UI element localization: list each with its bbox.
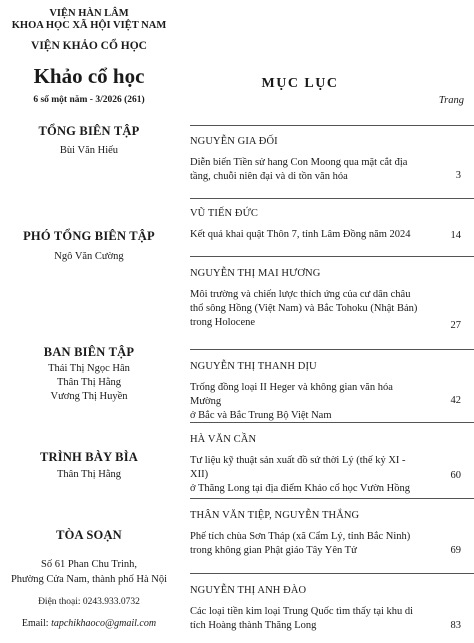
- title-line: Các loại tiền kim loại Trung Quốc tìm thấy tại khu di: [190, 606, 414, 617]
- office-address-line-2: Phường Cửa Nam, thành phố Hà Nội: [10, 574, 168, 585]
- toc-author: NGUYỄN THỊ MAI HƯƠNG: [190, 268, 321, 279]
- editorial-board-name: Thân Thị Hằng: [57, 377, 121, 388]
- toc-article-title: [190, 156, 420, 184]
- toc-article-title: [190, 605, 420, 633]
- toc-article-title: [190, 530, 420, 558]
- divider: [190, 573, 474, 574]
- toc-article-title: [190, 381, 420, 423]
- table-of-contents: [190, 0, 474, 643]
- toc-author: NGUYỄN THỊ ANH ĐÀO: [190, 585, 307, 596]
- title-line: trong không gian Phật giáo Tây Yên Tử: [190, 545, 357, 556]
- title-line: Diễn biến Tiền sử hang Con Moong qua mặt cắt địa: [190, 157, 408, 168]
- journal-title: Khảo cổ học: [33, 64, 145, 88]
- masthead-column: [0, 0, 178, 643]
- deputy-editor-heading: PHÓ TỔNG BIÊN TẬP: [23, 229, 155, 243]
- toc-page-number: 69: [450, 545, 461, 556]
- page-column-label: Trang: [438, 95, 464, 106]
- toc-page-number: 27: [450, 320, 461, 331]
- toc-entry[interactable]: [190, 585, 474, 633]
- toc-page-number: 42: [450, 395, 461, 406]
- cover-design-name: Thân Thị Hằng: [57, 469, 121, 480]
- title-line: Tư liệu kỹ thuật sản xuất đồ sứ thời Lý (thế kỷ XI - XII): [190, 455, 406, 480]
- toc-article-title: [190, 288, 420, 330]
- toc-author: NGUYỄN THỊ THANH DỊU: [190, 361, 317, 372]
- editor-in-chief-name: Bùi Văn Hiếu: [59, 145, 119, 156]
- institution-line-2: KHOA HỌC XÃ HỘI VIỆT NAM: [11, 20, 167, 31]
- title-line: tích Hoàng thành Thăng Long: [190, 620, 317, 631]
- toc-author: VŨ TIẾN ĐỨC: [190, 208, 258, 219]
- title-line: Môi trường và chiến lược thích ứng của cư dân châu: [190, 289, 411, 300]
- divider: [190, 256, 474, 257]
- email-label: Email:: [21, 618, 49, 629]
- office-heading: TÒA SOẠN: [56, 528, 122, 542]
- toc-author: THÂN VĂN TIỆP, NGUYỄN THẮNG: [190, 510, 360, 521]
- title-line: trong Holocene: [190, 317, 256, 328]
- office-address-line-1: Số 61 Phan Chu Trinh,: [41, 559, 137, 570]
- title-line: tầng, chuỗi niên đại và di tồn văn hóa: [190, 171, 348, 182]
- office-phone: Điện thoại: 0243.933.0732: [38, 597, 140, 607]
- editorial-board-heading: BAN BIÊN TẬP: [43, 345, 135, 359]
- toc-entry[interactable]: [190, 434, 474, 496]
- editorial-board-name: Thái Thị Ngọc Hân: [48, 363, 130, 374]
- divider: [190, 198, 474, 199]
- toc-page-number: 14: [450, 230, 461, 241]
- toc-article-title: [190, 454, 420, 496]
- issue-info: 6 số một năm - 3/2026 (261): [33, 95, 145, 105]
- toc-page-number: 60: [450, 470, 461, 481]
- toc-entry[interactable]: [190, 136, 474, 184]
- title-line: Trống đồng loại II Heger và không gian văn hóa Mường: [190, 382, 393, 407]
- cover-design-heading: TRÌNH BÀY BÌA: [40, 450, 138, 464]
- title-line: thổ sông Hồng (Việt Nam) và Bắc Tohoku (Nhật Bản): [190, 303, 418, 314]
- deputy-editor-name: Ngô Văn Cường: [54, 251, 124, 262]
- toc-author: NGUYỄN GIA ĐỐI: [190, 136, 278, 147]
- toc-page-number: 83: [450, 620, 461, 631]
- institution-line-1: VIỆN HÀN LÂM: [49, 8, 129, 19]
- toc-entry[interactable]: [190, 268, 474, 330]
- title-line: ở Bắc và Bắc Trung Bộ Việt Nam: [190, 410, 332, 421]
- title-line: ở Thăng Long tại địa điểm Khảo cổ học Vườn Hồng: [190, 483, 410, 494]
- institution-line-3: VIỆN KHẢO CỔ HỌC: [31, 40, 147, 52]
- toc-entry[interactable]: [190, 208, 474, 242]
- divider: [190, 498, 474, 499]
- editor-in-chief-heading: TỔNG BIÊN TẬP: [38, 124, 140, 138]
- editorial-board-name: Vương Thị Huyền: [50, 391, 128, 402]
- title-line: Kết quả khai quật Thôn 7, tỉnh Lâm Đồng năm 2024: [190, 229, 411, 240]
- toc-author: HÀ VĂN CẦN: [190, 434, 257, 445]
- divider: [190, 125, 474, 126]
- toc-page-number: 3: [455, 170, 461, 181]
- toc-article-title: [190, 228, 420, 242]
- toc-entry[interactable]: [190, 510, 474, 558]
- toc-entry[interactable]: [190, 361, 474, 423]
- office-email-line: [0, 617, 178, 631]
- title-line: Phế tích chùa Sơn Tháp (xã Cẩm Lý, tỉnh Bắc Ninh): [190, 531, 411, 542]
- divider: [190, 349, 474, 350]
- divider: [190, 422, 474, 423]
- email-link[interactable]: tapchikhaoco@gmail.com: [51, 618, 157, 629]
- toc-title: MỤC LỤC: [261, 76, 339, 91]
